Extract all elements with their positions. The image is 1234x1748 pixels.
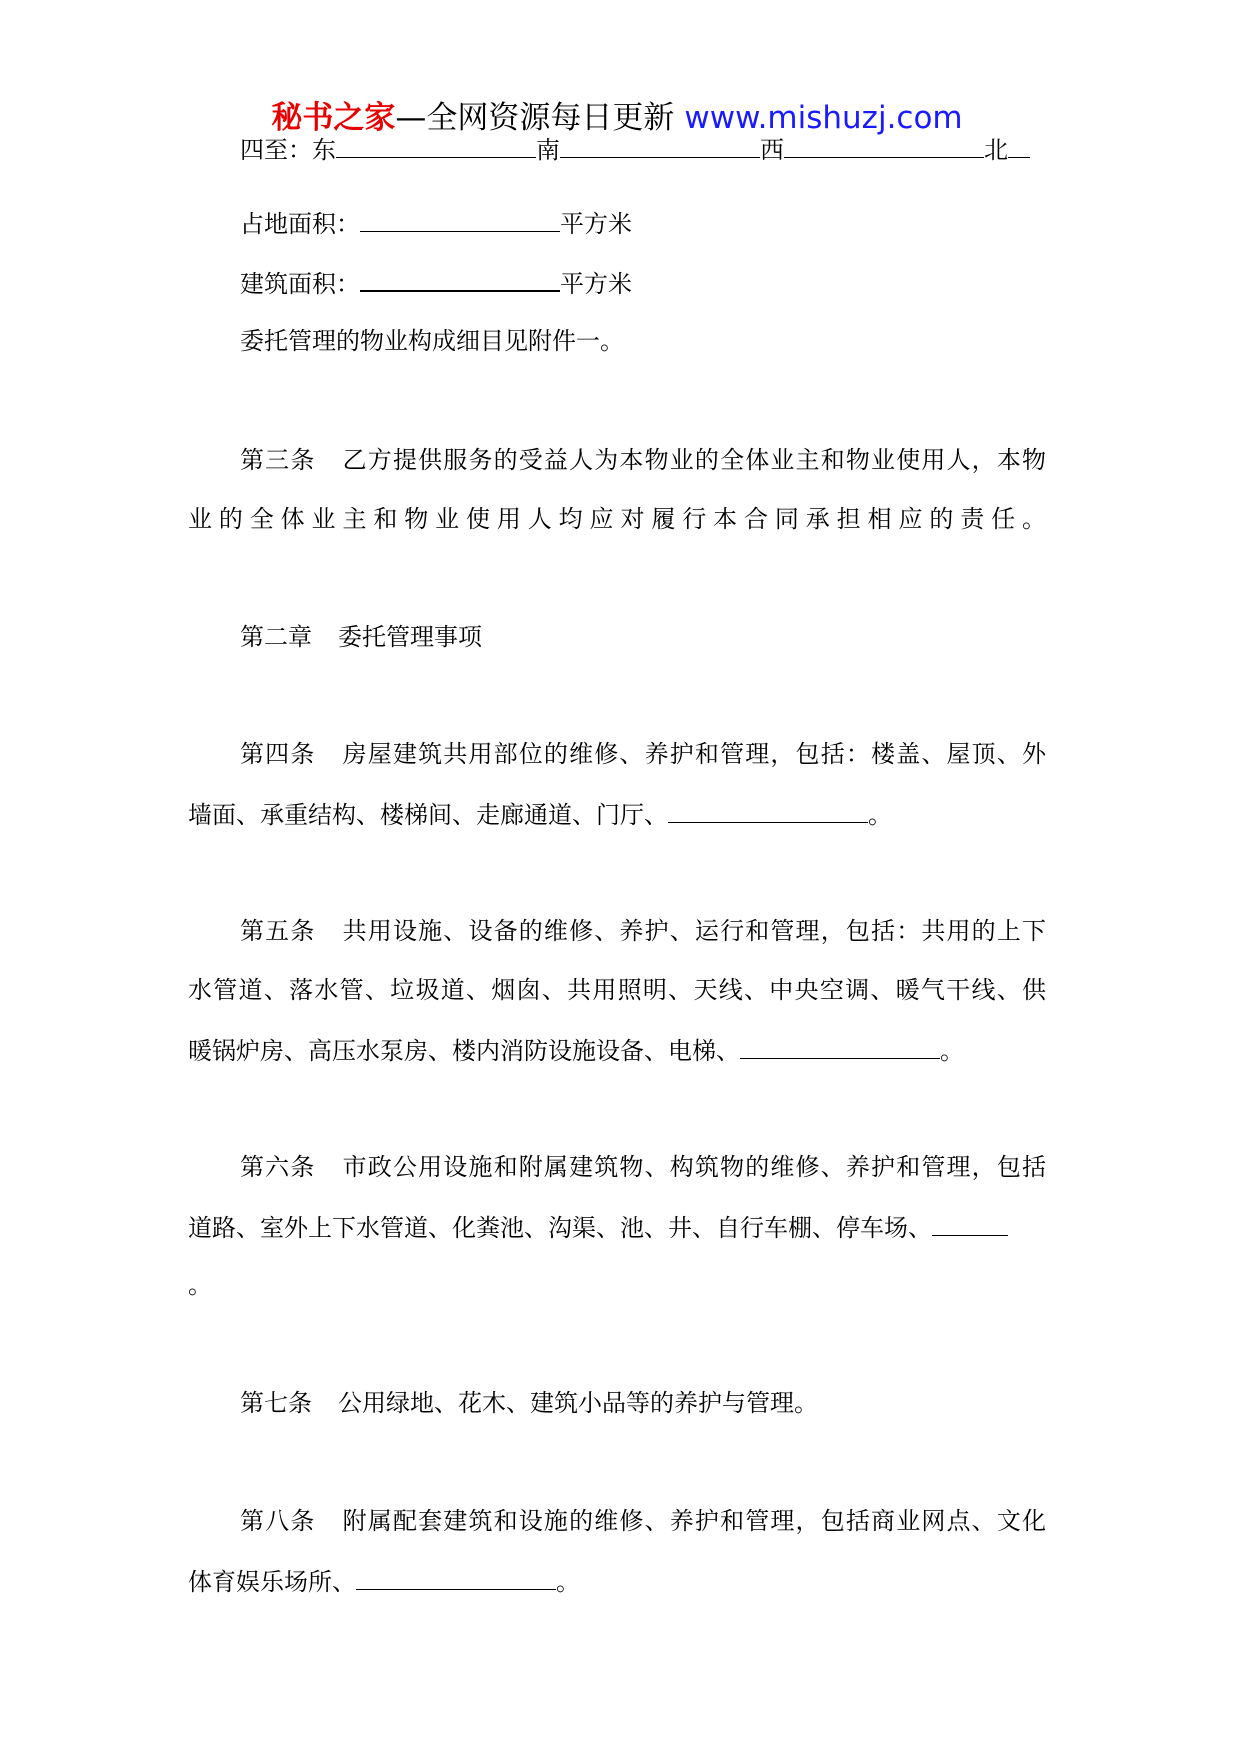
article-8-end: 。 (556, 1568, 580, 1596)
article-5-blank (740, 1032, 940, 1059)
north-label: 北 (984, 136, 1008, 164)
building-area-label: 建筑面积： (240, 270, 360, 298)
article-7-number: 第七条 (240, 1389, 312, 1417)
land-area-line (240, 205, 1046, 241)
building-area-unit: 平方米 (560, 270, 632, 298)
south-label: 南 (536, 136, 560, 164)
article-5-number: 第五条 (240, 917, 316, 945)
header-url[interactable]: www.mishuzj.com (684, 100, 963, 136)
article-5-text-1: 共用设施、设备的维修、养护、运行和管理，包括：共用的上下 (341, 917, 1046, 945)
article-6-text-2: 道路、室外上下水管道、化粪池、沟渠、池、井、自行车棚、停车场、 (188, 1214, 932, 1242)
north-blank (1008, 131, 1030, 158)
article-3-number: 第三条 (240, 446, 316, 474)
boundaries-label: 四至：东 (240, 136, 336, 164)
article-5-line-3 (188, 1032, 1046, 1068)
article-4-number: 第四条 (240, 740, 316, 768)
east-blank (336, 131, 536, 158)
land-area-blank (360, 205, 560, 232)
article-8-text-2: 体育娱乐场所、 (188, 1568, 356, 1596)
article-8-number: 第八条 (240, 1507, 316, 1535)
article-5-end: 。 (940, 1037, 964, 1065)
article-6-line-1 (240, 1150, 1046, 1184)
article-4-line-2 (188, 796, 1046, 832)
brand-name: 秘书之家 (271, 100, 396, 136)
land-area-label: 占地面积： (240, 210, 360, 238)
article-4-line-1 (240, 737, 1046, 771)
article-6-line-3: 。 (188, 1271, 212, 1299)
article-7-text: 公用绿地、花木、建筑小品等的养护与管理。 (338, 1389, 818, 1417)
building-area-line (240, 264, 1046, 301)
article-4-end: 。 (868, 801, 892, 829)
article-6-line-2 (188, 1209, 1046, 1245)
chapter-2-title: 委托管理事项 (338, 623, 482, 651)
article-5-text-3: 暖锅炉房、高压水泵房、楼内消防设施设备、电梯、 (188, 1037, 740, 1065)
boundaries-line (240, 131, 1046, 167)
article-4-text-2: 墙面、承重结构、楼梯间、走廊通道、门厅、 (188, 801, 668, 829)
attachment-note: 委托管理的物业构成细目见附件一。 (240, 327, 624, 355)
west-label: 西 (760, 136, 784, 164)
article-3-line-1 (240, 443, 1046, 477)
article-8-blank (356, 1563, 556, 1590)
article-6-number: 第六条 (240, 1153, 316, 1181)
header-slogan: —全网资源每日更新 (395, 100, 675, 136)
land-area-unit: 平方米 (560, 210, 632, 238)
building-area-blank (360, 264, 560, 292)
chapter-2-heading (240, 620, 1046, 654)
article-4-text-1: 房屋建筑共用部位的维修、养护和管理，包括：楼盖、屋顶、外 (341, 740, 1046, 768)
article-8-line-2 (188, 1563, 1046, 1599)
article-3-line-2: 业的全体业主和物业使用人均应对履行本合同承担相应的责任。 (188, 505, 1046, 533)
south-blank (560, 131, 760, 158)
article-7-line (240, 1386, 1046, 1420)
article-3-text-1: 乙方提供服务的受益人为本物业的全体业主和物业使用人，本物 (341, 446, 1046, 474)
chapter-2-number: 第二章 (240, 623, 312, 651)
article-6-blank (932, 1209, 1008, 1236)
article-5-line-2: 水管道、落水管、垃圾道、烟囱、共用照明、天线、中央空调、暖气干线、供 (188, 976, 1046, 1004)
article-8-line-1 (240, 1504, 1046, 1538)
article-8-text-1: 附属配套建筑和设施的维修、养护和管理，包括商业网点、文化 (341, 1507, 1046, 1535)
article-6-text-1: 市政公用设施和附属建筑物、构筑物的维修、养护和管理，包括 (341, 1153, 1046, 1181)
article-4-blank (668, 796, 868, 823)
west-blank (784, 131, 984, 158)
article-5-line-1 (240, 914, 1046, 948)
